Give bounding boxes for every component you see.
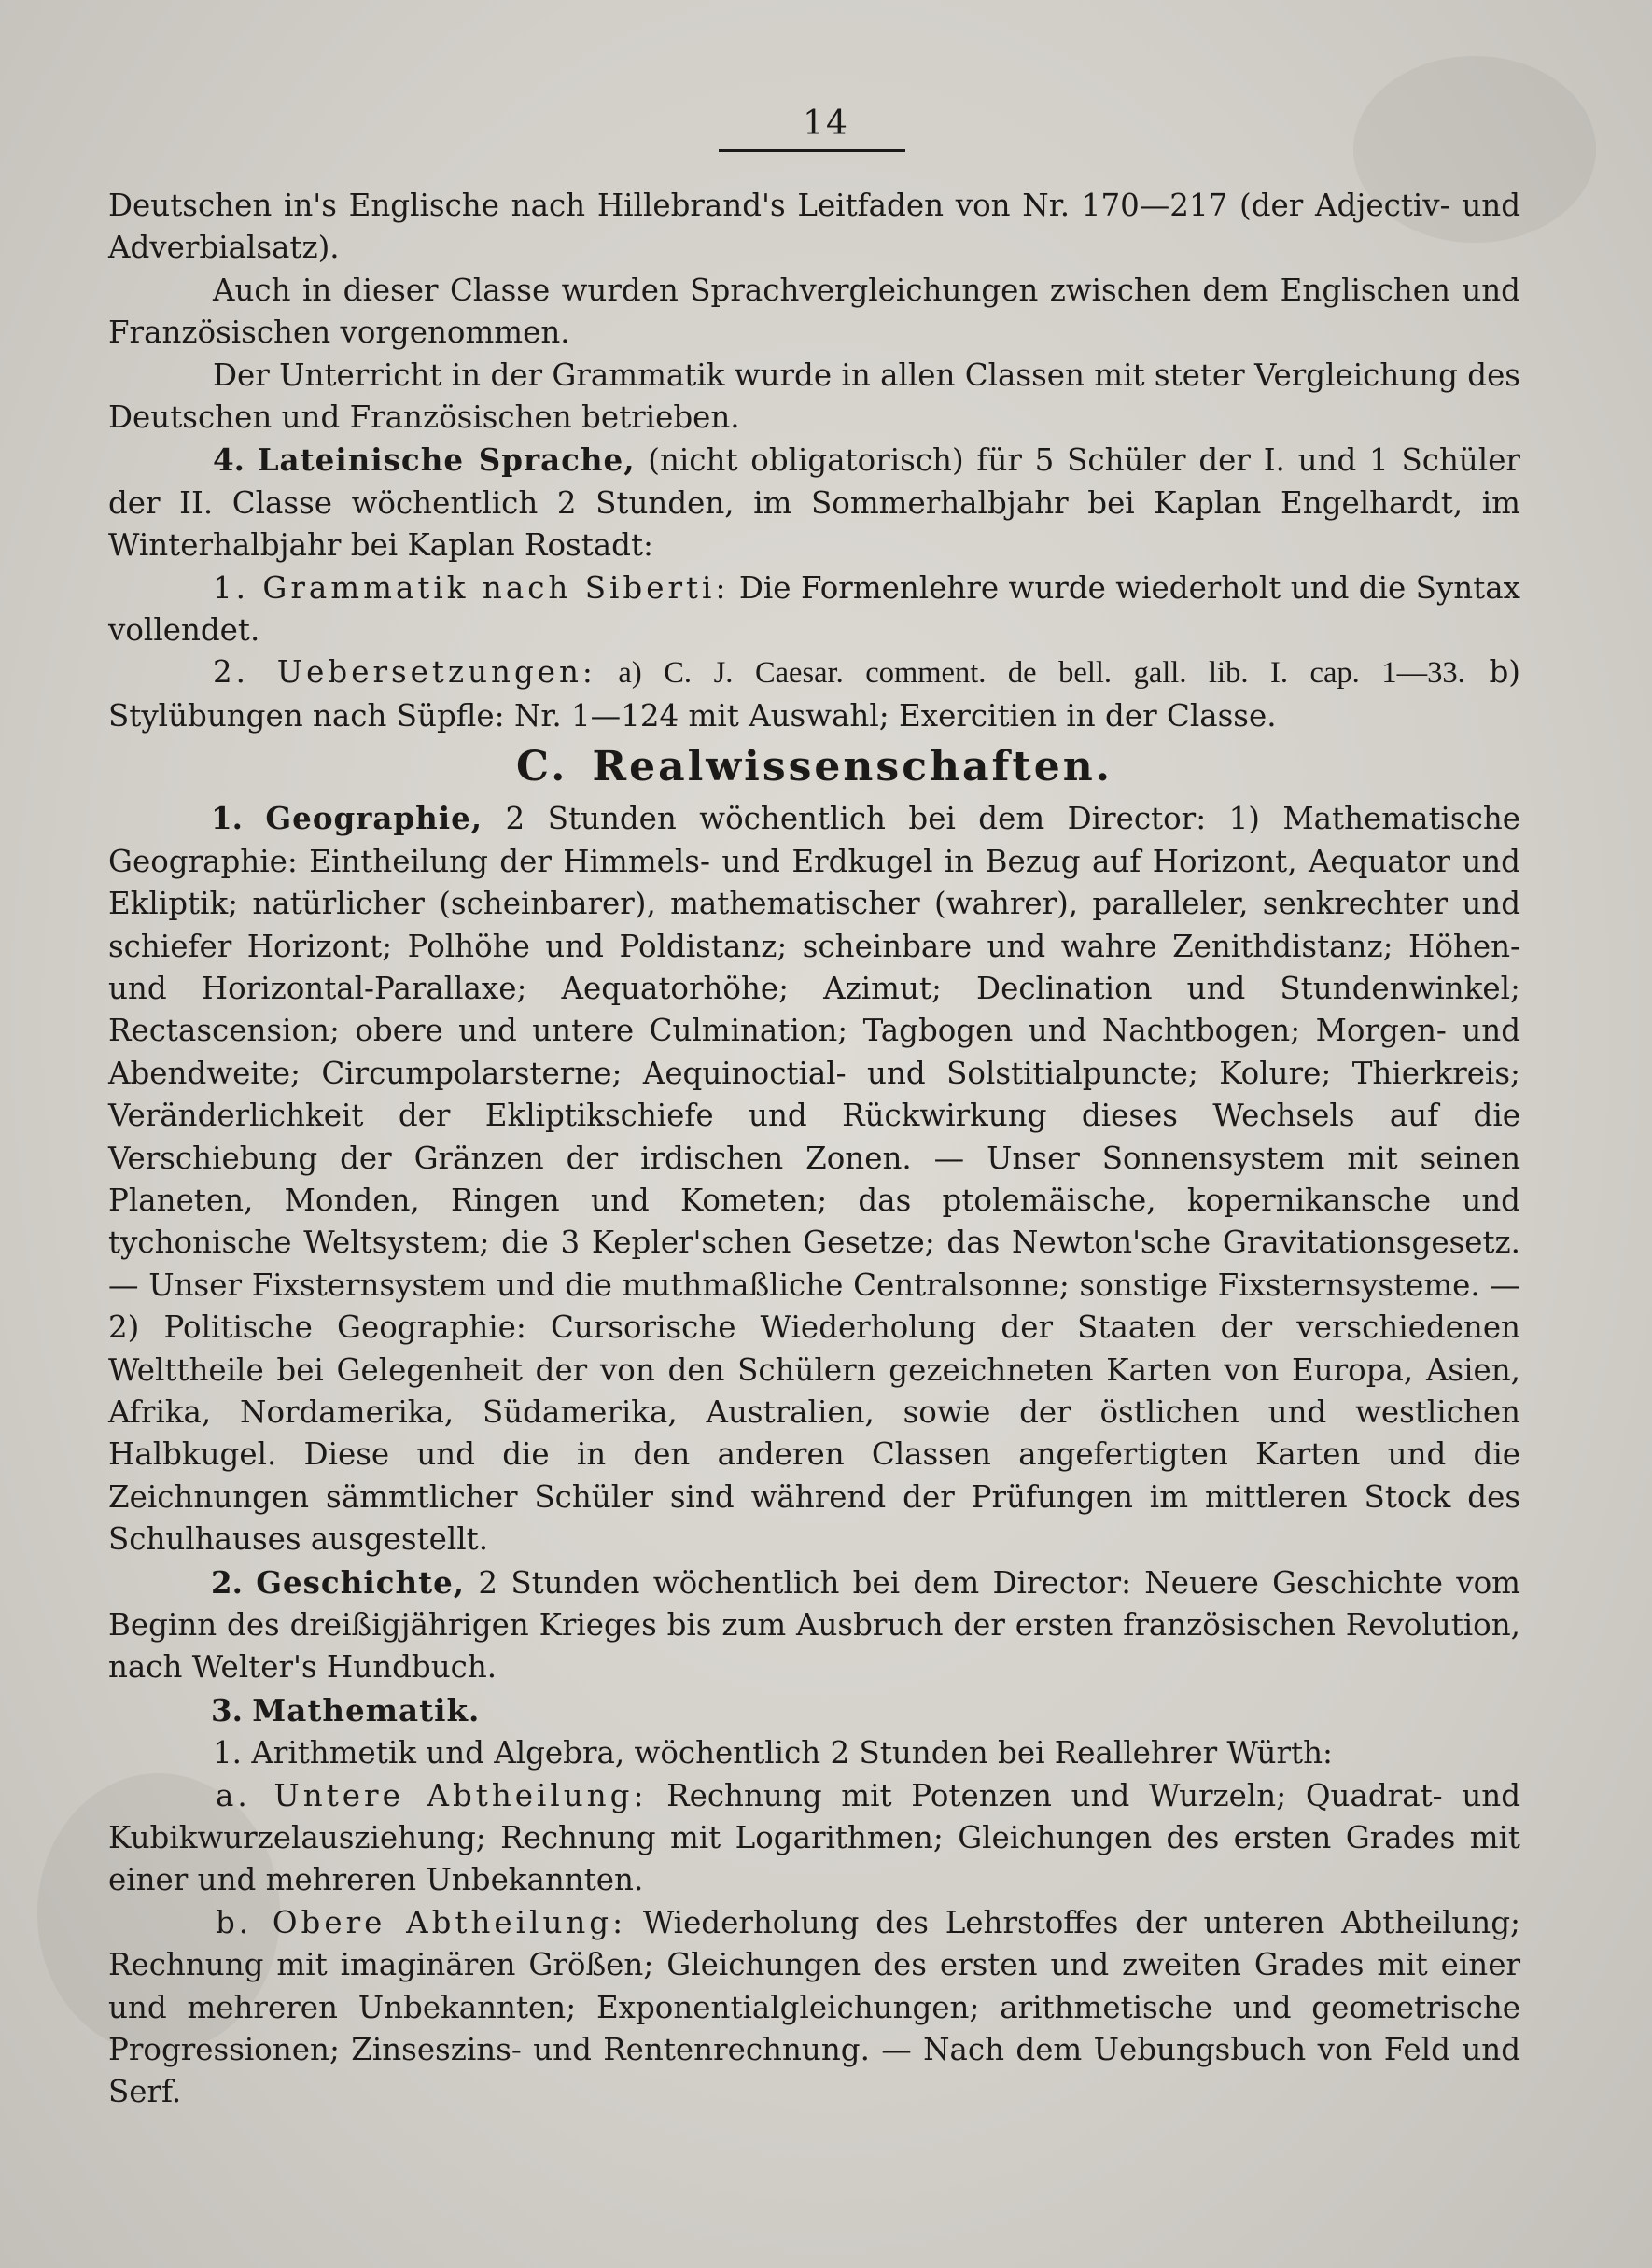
paragraph-upper-division: [108, 1902, 1520, 2114]
sub-item-label: 2. Uebersetzungen:: [213, 654, 596, 691]
page-number: 14: [803, 105, 849, 143]
subject-title: Geographie,: [265, 800, 483, 837]
paragraph-grammar: [108, 567, 1520, 652]
subject-title: Lateinische Sprache,: [257, 441, 636, 479]
item-number: 4.: [213, 441, 245, 479]
subject-title: Mathematik.: [252, 1691, 481, 1729]
paragraph-text: Rechnung mit Potenzen und Wurzeln; Quadrat- und Kubikwurzelausziehung; Rechnung mit Logarithmen; Gleichungen des ersten Grades mit einer und mehreren Unbekannten.: [108, 1777, 1520, 1898]
paragraph-text: (nicht obligatorisch) für 5 Schüler der I. und 1 Schüler der II. Classe wöchentlich 2 Stunden, im Sommerhalbjahr bei Kaplan Engelhardt, im Winterhalbjahr bei Kaplan Rostadt:: [108, 442, 1520, 564]
paragraph-text: 2 Stunden wöchentlich bei dem Director: Neuere Geschichte vom Beginn des dreißigjährigen Krieges bis zum Ausbruch der ersten französischen Revolution, nach Welter's Hundbuch.: [108, 1564, 1520, 1686]
paragraph-lower-division: [108, 1775, 1520, 1902]
paragraph: Deutschen in's Englische nach Hillebrand's Leitfaden von Nr. 170—217 (der Adjectiv- und Adverbialsatz).: [108, 188, 1520, 266]
sub-item-label: a. Untere Abtheilung:: [216, 1777, 648, 1813]
item-number: 3.: [211, 1691, 243, 1729]
section-title: Realwissenschaften.: [592, 743, 1113, 791]
paragraph-text: 2 Stunden wöchentlich bei dem Director: 1) Mathematische Geographie: Eintheilung der Himmels- und Erdkugel in Bezug auf Horizont, Aequator und Ekliptik; natürlicher (scheinbarer), mathematischer (wahrer), paralleler, senkrechter und schiefer Horizont; Polhöhe und Poldistanz; scheinbare und wahre Zenithdistanz; Höhen- und Horizontal-Parallaxe; Aequatorhöhe; Azimut; Declination und Stundenwinkel; Rectascension; obere und untere Culmination; Tagbogen und Nachtbogen; Morgen- und Abendweite; Circumpolarsterne; Aequinoctial- und Solstitialpuncte; Kolure; Thierkreis; Veränderlichkeit der Ekliptikschiefe und Rückwirkung dieses Wechsels auf die Verschiebung der Gränzen der irdischen Zonen. — Unser Sonnensystem mit seinen Planeten, Monden, Ringen und Kometen; das ptolemäische, kopernikansche und tychonische Weltsystem; die 3 Kepler'schen Gesetze; das Newton'sche Gravitationsgesetz. — Unser Fixsternsystem und die muthmaßliche Centralsonne; sonstige Fixsternsysteme. — 2) Politische Geographie: Cursorische Wiederholung der Staaten der verschiedenen Welttheile bei Gelegenheit der von den Schülern gezeichneten Karten von Europa, Asien, Afrika, Nordamerika, Südamerika, Australien, sowie der östlichen und westlichen Halbkugel. Diese und die in den anderen Classen angefertigten Karten und die Zeichnungen sämmtlicher Schüler sind während der Prüfungen im mittleren Stock des Schulhauses ausgestellt.: [108, 801, 1520, 1558]
paragraph: 1. Arithmetik und Algebra, wöchentlich 2 Stunden bei Reallehrer Würth:: [213, 1735, 1333, 1771]
item-number: 2.: [211, 1563, 243, 1601]
section-heading: [108, 743, 1520, 791]
paragraph-text: b) Stylübungen nach Süpfle: Nr. 1—124 mit Auswahl; Exercitien in der Classe.: [108, 654, 1520, 734]
latin-reference: a) C. J. Caesar. comment. de bell. gall. lib. I. cap. 1—33.: [595, 656, 1465, 691]
item-number: 1.: [211, 800, 243, 837]
paragraph-latin-language: [108, 439, 1520, 567]
paragraph: Der Unterricht in der Grammatik wurde in allen Classen mit steter Vergleichung des Deutschen und Französischen betrieben.: [108, 357, 1520, 436]
paragraph: Auch in dieser Classe wurden Sprachvergleichungen zwischen dem Englischen und Französischen vorgenommen.: [108, 272, 1520, 351]
section-letter: C.: [515, 743, 568, 791]
sub-item-label: b. Obere Abtheilung:: [216, 1904, 627, 1940]
paragraph-geography: [108, 797, 1520, 1561]
paragraph-text: Wiederholung des Lehrstoffes der unteren Abtheilung; Rechnung mit imaginären Größen; Gleichungen des ersten und zweiten Grades mit einer und mehreren Unbekannten; Exponentialgleichungen; arithmetische und geometrische Progressionen; Zinseszins- und Rentenrechnung. — Nach dem Uebungsbuch von Feld und Serf.: [108, 1904, 1520, 2110]
body-text: [108, 185, 1520, 2114]
paragraph-translations: [108, 651, 1520, 737]
paragraph-mathematics: [108, 1689, 1520, 1732]
paragraph-history: [108, 1561, 1520, 1689]
subject-title: Geschichte,: [256, 1563, 466, 1601]
page-number-rule: [719, 149, 905, 152]
sub-item-label: 1. Grammatik nach Siberti:: [213, 569, 730, 606]
paragraph-text: Die Formenlehre wurde wiederholt und die Syntax vollendet.: [108, 569, 1520, 649]
